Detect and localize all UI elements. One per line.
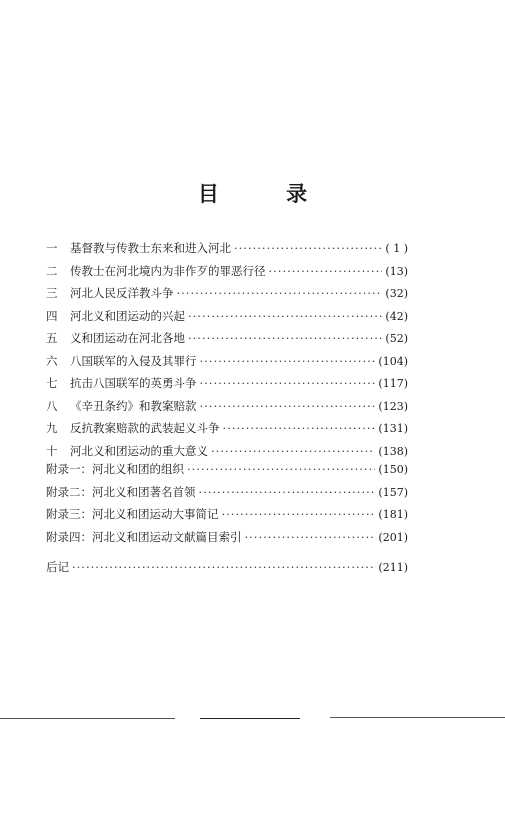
toc-entry-page: (123) xyxy=(378,399,408,413)
toc-entry-number: 八 xyxy=(46,398,58,413)
toc-entry-page: (52) xyxy=(385,332,408,345)
toc-entry-title: 《辛丑条约》和教案赔款 xyxy=(70,398,197,413)
toc-entry-label: 附录一： xyxy=(46,462,92,476)
toc-entry-title: 义和团运动在河北各地 xyxy=(70,331,185,345)
toc-entry-page: (138) xyxy=(378,444,408,458)
toc-entry-title: 河北义和团运动的兴起 xyxy=(70,308,185,323)
toc-entry-title: 河北义和团运动的重大意义 xyxy=(70,443,208,458)
toc-entry-title: 河北义和团运动大事简记 xyxy=(92,507,219,521)
toc-entry-title: 八国联军的入侵及其罪行 xyxy=(70,353,197,368)
toc-entry-label: 附录三： xyxy=(46,507,92,521)
toc-entry-chapter-9[interactable] xyxy=(46,420,408,443)
toc-entry-page: (211) xyxy=(378,561,408,574)
toc-entry-number: 五 xyxy=(46,331,58,345)
toc-entry-chapter-6[interactable] xyxy=(46,353,408,376)
toc-afterword xyxy=(46,559,408,582)
toc-entry-chapter-2[interactable] xyxy=(46,263,408,286)
toc-entry-number: 六 xyxy=(46,353,58,368)
toc-entry-page: (157) xyxy=(378,485,408,499)
toc-leader-dots xyxy=(188,331,382,345)
toc-leader-dots xyxy=(188,309,382,323)
toc-entry-chapter-5[interactable] xyxy=(46,330,408,353)
toc-entry-number: 三 xyxy=(46,286,58,300)
toc-entry-page: (201) xyxy=(378,530,408,544)
toc-entry-label: 附录二： xyxy=(46,484,92,499)
toc-chapters xyxy=(46,240,408,465)
toc-entry-number: 四 xyxy=(46,308,58,323)
toc-entry-appendix-1[interactable] xyxy=(46,461,408,484)
toc-entry-appendix-3[interactable] xyxy=(46,506,408,529)
toc-entry-chapter-3[interactable] xyxy=(46,285,408,308)
toc-leader-dots xyxy=(177,286,383,300)
page-title: 目 录 xyxy=(197,182,338,206)
toc-entry-page: (117) xyxy=(378,377,408,390)
toc-entry-page: (181) xyxy=(378,508,408,521)
toc-leader-dots xyxy=(245,530,376,544)
toc-leader-dots xyxy=(222,507,376,521)
toc-entry-title: 河北义和团运动文献篇目索引 xyxy=(92,529,242,544)
toc-entry-afterword[interactable] xyxy=(46,559,408,582)
toc-entry-page: (42) xyxy=(385,309,408,323)
toc-entry-chapter-8[interactable] xyxy=(46,398,408,421)
toc-entry-title: 基督教与传教士东来和进入河北 xyxy=(70,241,231,255)
toc-entry-appendix-4[interactable] xyxy=(46,529,408,552)
toc-leader-dots xyxy=(223,421,376,435)
toc-entry-number: 七 xyxy=(46,376,58,390)
toc-entry-page: (13) xyxy=(385,264,408,278)
toc-entry-chapter-1[interactable] xyxy=(46,240,408,263)
toc-leader-dots xyxy=(200,399,376,413)
toc-entry-chapter-4[interactable] xyxy=(46,308,408,331)
toc-leader-dots xyxy=(187,462,375,476)
toc-entry-page: (104) xyxy=(378,354,408,368)
toc-entry-page: ( 1 ) xyxy=(385,242,408,255)
toc-leader-dots xyxy=(200,376,376,390)
toc-entry-title: 抗击八国联军的英勇斗争 xyxy=(70,376,197,390)
toc-entry-appendix-2[interactable] xyxy=(46,484,408,507)
toc-entry-title: 河北义和团著名首领 xyxy=(92,484,196,499)
toc-entry-number: 一 xyxy=(46,241,58,255)
toc-leader-dots xyxy=(200,354,376,368)
toc-leader-dots xyxy=(234,241,382,255)
toc-entry-page: (32) xyxy=(385,287,408,300)
toc-entry-page: (150) xyxy=(378,463,408,476)
bottom-scan-line-left xyxy=(0,718,175,719)
toc-entry-title: 反抗教案赔款的武装起义斗争 xyxy=(70,421,220,435)
toc-leader-dots xyxy=(269,264,383,278)
toc-entry-number: 二 xyxy=(46,263,58,278)
toc-leader-dots xyxy=(199,485,376,499)
toc-leader-dots xyxy=(211,444,375,458)
bottom-scan-line-right xyxy=(330,717,505,718)
toc-entry-title: 后记 xyxy=(46,560,69,574)
toc-leader-dots xyxy=(72,560,375,574)
toc-entry-number: 九 xyxy=(46,421,58,435)
toc-entry-number: 十 xyxy=(46,443,58,458)
toc-entry-title: 河北人民反洋教斗争 xyxy=(70,286,174,300)
toc-entry-chapter-7[interactable] xyxy=(46,375,408,398)
toc-entry-label: 附录四： xyxy=(46,529,92,544)
toc-entry-title: 河北义和团的组织 xyxy=(92,462,184,476)
toc-appendices xyxy=(46,461,408,551)
toc-entry-page: (131) xyxy=(378,422,408,435)
bottom-scan-line-center xyxy=(200,718,300,719)
toc-entry-title: 传教士在河北境内为非作歹的罪恶行径 xyxy=(70,263,266,278)
